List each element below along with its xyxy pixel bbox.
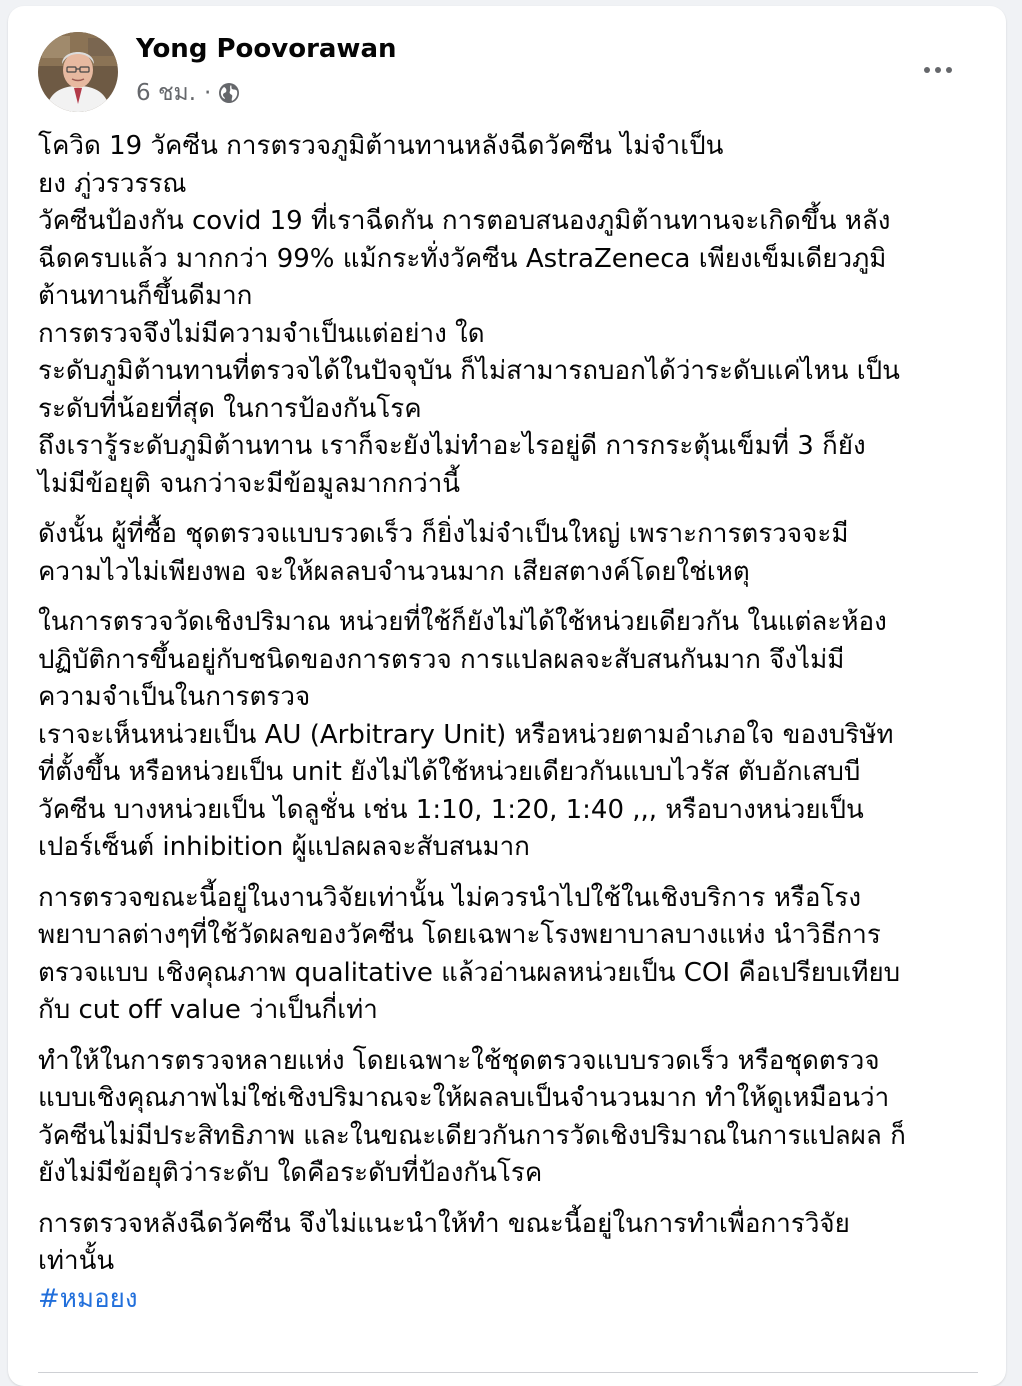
post-line: ระดับภูมิต้านทานที่ตรวจได้ในปัจจุบัน ก็ไม่สามารถบอกได้ว่าระดับแค่ไหน เป็น: [38, 356, 900, 386]
post-line: โควิด 19 วัคซีน การตรวจภูมิต้านทานหลังฉีดวัคซีน ไม่จำเป็น: [38, 131, 724, 161]
post-line: วัคซีนป้องกัน covid 19 ที่เราฉีดกัน การตอบสนองภูมิต้านทานจะเกิดขึ้น หลัง: [38, 206, 891, 236]
paragraph-gap: [38, 1193, 988, 1206]
post-line: การตรวจหลังฉีดวัคซีน จึงไม่แนะนำให้ทำ ขณะนี้อยู่ในการทำเพื่อการวิจัย: [38, 1208, 850, 1239]
post-line: ตรวจแบบ เชิงคุณภาพ qualitative แล้วอ่านผลหน่วยเป็น COI คือเปรียบเทียบ: [38, 957, 901, 988]
dot-2: [935, 67, 941, 73]
post-line: การตรวจจึงไม่มีความจำเป็นแต่อย่าง ใด: [38, 318, 485, 349]
post-line: ในการตรวจวัดเชิงปริมาณ หน่วยที่ใช้ก็ยังไม่ได้ใช้หน่วยเดียวกัน ในแต่ละห้อง: [38, 607, 887, 637]
post-line: ความไวไม่เพียงพอ จะให้ผลลบจำนวนมาก เสียสตางค์โดยใช่เหตุ: [38, 556, 750, 587]
post-line: ปฏิบัติการขึ้นอยู่กับชนิดของการตรวจ การแปลผลจะสับสนกันมาก จึงไม่มี: [38, 644, 845, 675]
post-card: [8, 6, 1006, 1386]
post-line: วัคซีนไม่มีประสิทธิภาพ และในขณะเดียวกันการวัดเชิงปริมาณในการแปลผล ก็: [38, 1120, 906, 1151]
post-line: แบบเชิงคุณภาพไม่ใช่เชิงปริมาณจะให้ผลลบเป็นจำนวนมาก ทำให้ดูเหมือนว่า: [38, 1083, 890, 1113]
post-timestamp[interactable]: 6 ชม.: [136, 80, 197, 106]
avatar[interactable]: [38, 32, 118, 112]
post-line: ดังนั้น ผู้ที่ซื้อ ชุดตรวจแบบรวดเร็ว ก็ยิ่งไม่จำเป็นใหญ่ เพราะการตรวจจะมี: [38, 519, 849, 549]
post-line: ทำให้ในการตรวจหลายแห่ง โดยเฉพาะใช้ชุดตรวจแบบรวดเร็ว หรือชุดตรวจ: [38, 1045, 880, 1076]
hashtag-link[interactable]: #หมอยง: [38, 1283, 138, 1314]
dot-1: [924, 67, 930, 73]
post-line: ไม่มีข้อยุติ จนกว่าจะมีข้อมูลมากกว่านี้: [38, 468, 461, 499]
post-line: เท่านั้น: [38, 1246, 115, 1276]
post-line: ที่ตั้งขึ้น หรือหน่วยเป็น unit ยังไม่ได้ใช้หน่วยเดียวกันแบบไวรัส ตับอักเสบบี: [38, 757, 861, 787]
avatar-photo: [38, 32, 118, 112]
paragraph-gap: [38, 867, 988, 880]
post-body: [38, 128, 988, 1318]
paragraph-gap: [38, 1030, 988, 1043]
post-line: ฉีดครบแล้ว มากกว่า 99% แม้กระทั่งวัคซีน AstraZeneca เพียงเข็มเดียวภูมิ: [38, 243, 887, 274]
post-line: กับ cut off value ว่าเป็นกี่เท่า: [38, 995, 378, 1025]
post-line: ยง ภู่วรวรรณ: [38, 168, 187, 199]
post-line: พยาบาลต่างๆที่ใช้วัดผลของวัคซีน โดยเฉพาะโรงพยาบาลบางแห่ง นำวิธีการ: [38, 920, 881, 950]
post-line: ยังไม่มีข้อยุติว่าระดับ ใดคือระดับที่ป้องกันโรค: [38, 1158, 543, 1188]
post-meta: [136, 76, 241, 110]
post-line: ระดับที่น้อยที่สุด ในการป้องกันโรค: [38, 393, 422, 424]
post-line: เปอร์เซ็นต์ inhibition ผู้แปลผลจะสับสนมาก: [38, 832, 530, 862]
post-line: วัคซีน บางหน่วยเป็น ไดลูชั่น เช่น 1:10, 1:20, 1:40 ,,, หรือบางหน่วยเป็น: [38, 794, 864, 825]
more-options-icon[interactable]: [906, 46, 970, 94]
meta-separator: ·: [204, 80, 212, 106]
post-line: การตรวจขณะนี้อยู่ในงานวิจัยเท่านั้น ไม่ควรนำไปใช้ในเชิงบริการ หรือโรง: [38, 882, 862, 913]
dot-3: [946, 67, 952, 73]
post-line: เราจะเห็นหน่วยเป็น AU (Arbitrary Unit) หรือหน่วยตามอำเภอใจ ของบริษัท: [38, 719, 894, 750]
post-line: ความจำเป็นในการตรวจ: [38, 682, 311, 712]
post-divider: [38, 1372, 978, 1373]
author-name[interactable]: Yong Poovorawan: [136, 34, 397, 64]
post-line: ต้านทานก็ขึ้นดีมาก: [38, 281, 253, 311]
post-line: ถึงเรารู้ระดับภูมิต้านทาน เราก็จะยังไม่ทำอะไรอยู่ดี การกระตุ้นเข็มที่ 3 ก็ยัง: [38, 431, 866, 461]
paragraph-gap: [38, 503, 988, 516]
paragraph-gap: [38, 591, 988, 604]
globe-icon[interactable]: [217, 81, 241, 105]
